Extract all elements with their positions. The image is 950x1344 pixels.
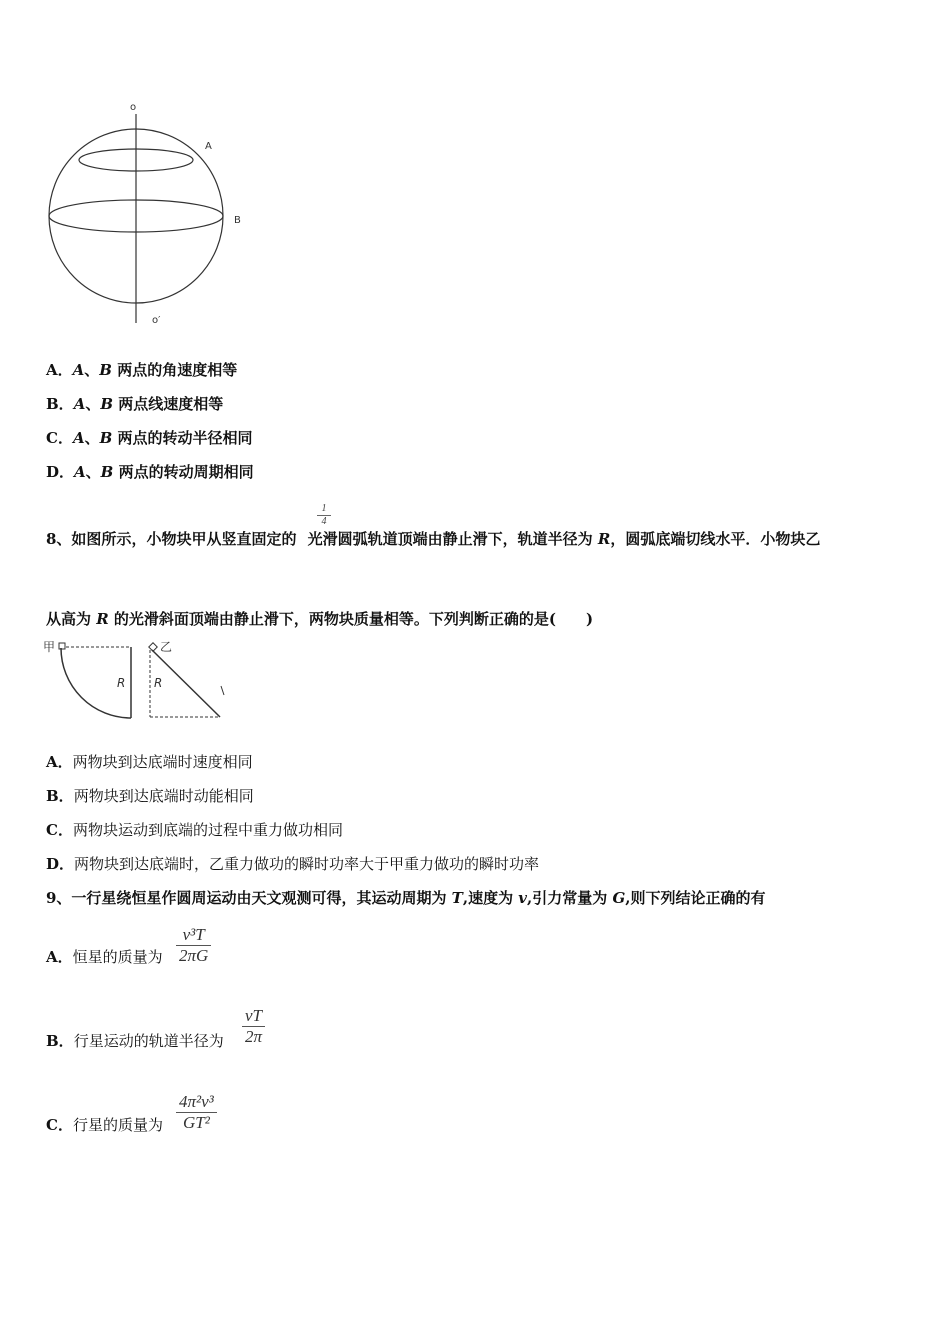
block-jia	[59, 643, 65, 649]
q8-option-d: D．两物块到达底端时，乙重力做功的瞬时功率大于甲重力做功的瞬时功率	[46, 855, 540, 873]
label-jia: 甲	[43, 640, 56, 654]
q7-option-b: B．A、B 两点线速度相等	[46, 395, 224, 413]
label-yi: 乙	[160, 640, 173, 654]
label-r-right: R	[154, 676, 163, 690]
stray-mark	[221, 686, 224, 695]
sphere-figure	[40, 95, 260, 330]
label-o-prime: o′	[152, 315, 161, 326]
q9-formula-c: 4π²v³ GT²	[176, 1092, 217, 1133]
q8-quarter-fraction: 1 4	[317, 503, 331, 528]
q9-option-b: B．行星运动的轨道半径为	[46, 1032, 224, 1050]
q7-option-c: C．A、B 两点的转动半径相同	[46, 429, 253, 447]
q7-option-d: D．A、B 两点的转动周期相同	[46, 463, 254, 481]
q9-option-c: C．行星的质量为	[46, 1116, 163, 1134]
q7-option-a: A．A、B 两点的角速度相等	[46, 361, 238, 379]
q8-option-a: A．两物块到达底端时速度相同	[46, 753, 253, 771]
q9-formula-b: vT 2π	[242, 1006, 265, 1047]
label-r-left: R	[117, 676, 126, 690]
label-b: B	[234, 215, 241, 226]
q8-option-c: C．两物块运动到底端的过程中重力做功相同	[46, 821, 343, 839]
track-figure	[40, 636, 240, 726]
q8-option-b: B．两物块到达底端时动能相同	[46, 787, 254, 805]
q9-formula-a: v³T 2πG	[176, 925, 211, 966]
q8-stem-line2: 从高为 R 的光滑斜面顶端由静止滑下，两物块质量相等。下列判断正确的是( )	[46, 610, 594, 628]
label-o: o	[130, 102, 137, 113]
label-a: A	[205, 141, 212, 152]
q9-stem: 9、一行星绕恒星作圆周运动由天文观测可得，其运动周期为 T,速度为 v,引力常量为 G,则下列结论正确的有	[46, 889, 766, 907]
q9-option-a: A．恒星的质量为	[46, 948, 163, 966]
q8-stem-line1: 8、如图所示，小物块甲从竖直固定的 光滑圆弧轨道顶端由静止滑下，轨道半径为 R，圆弧底端切线水平．小物块乙	[46, 530, 821, 548]
